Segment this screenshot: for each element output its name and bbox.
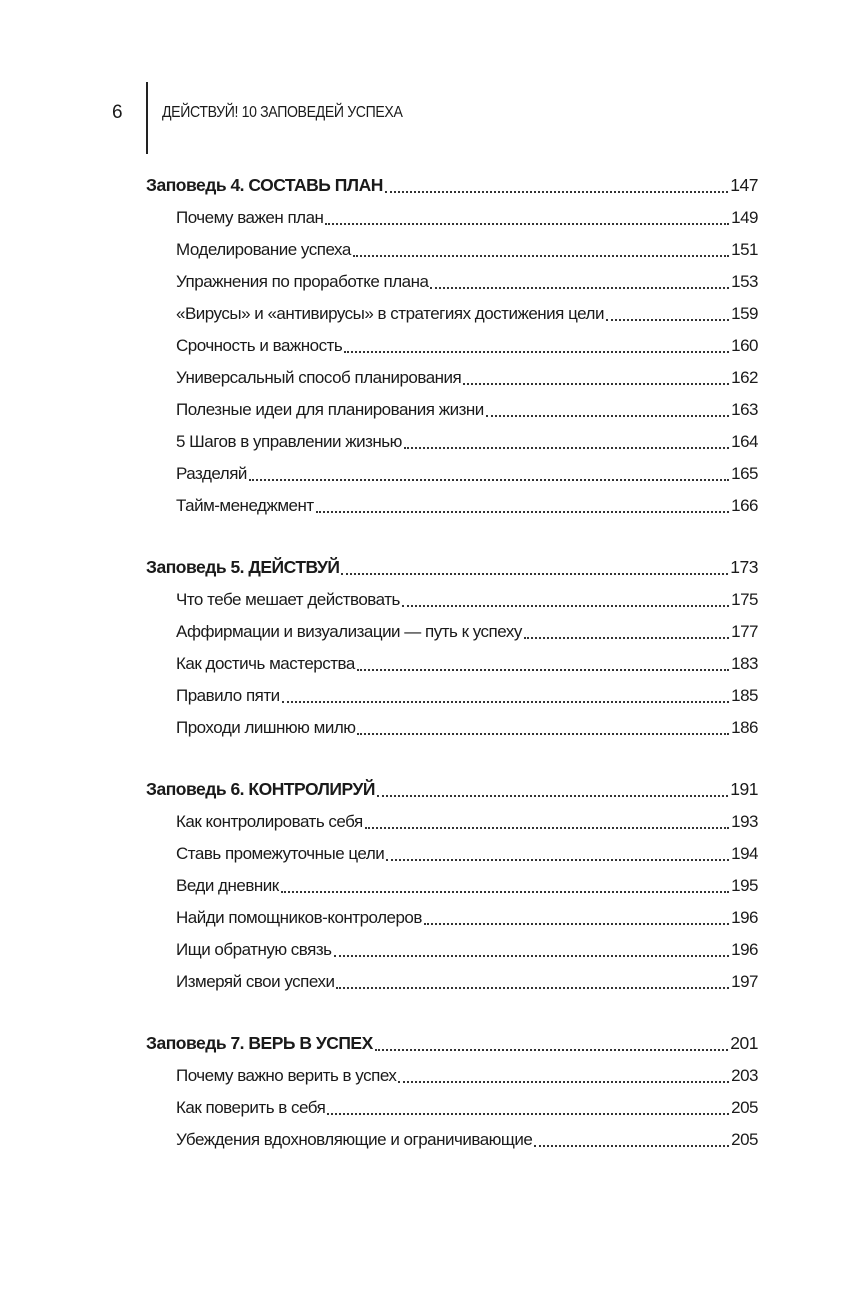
- toc-entry-page-number: 162: [731, 368, 758, 387]
- toc-entry-page-number: 196: [731, 940, 758, 959]
- toc-section: [146, 550, 758, 744]
- table-of-contents: [146, 168, 758, 1184]
- toc-entry-title: Ищи обратную связь: [176, 940, 332, 959]
- dot-leader: [424, 922, 729, 925]
- toc-entry-title: Что тебе мешает действовать: [176, 590, 400, 609]
- toc-entry[interactable]: [146, 934, 758, 966]
- toc-entry-title: Упражнения по проработке плана: [176, 272, 429, 291]
- toc-entry[interactable]: [146, 870, 758, 902]
- dot-leader: [353, 254, 729, 257]
- toc-entry-page-number: 183: [731, 654, 758, 673]
- toc-entry-page-number: 205: [731, 1098, 758, 1117]
- toc-chapter-title: Заповедь 6. КОНТРОЛИРУЙ: [146, 779, 375, 799]
- toc-entry-title: Веди дневник: [176, 876, 279, 895]
- toc-entry[interactable]: [146, 648, 758, 680]
- dot-leader: [463, 382, 729, 385]
- toc-section: [146, 168, 758, 522]
- toc-section: [146, 1026, 758, 1156]
- dot-leader: [249, 478, 729, 481]
- toc-entry-page-number: 193: [731, 812, 758, 831]
- toc-entry-page-number: 153: [731, 272, 758, 291]
- toc-chapter-page-number: 147: [730, 175, 758, 195]
- toc-entry[interactable]: [146, 362, 758, 394]
- toc-entry[interactable]: [146, 490, 758, 522]
- dot-leader: [398, 1080, 729, 1083]
- toc-entry-title: Моделирование успеха: [176, 240, 351, 259]
- toc-chapter-title: Заповедь 5. ДЕЙСТВУЙ: [146, 557, 340, 577]
- toc-entry[interactable]: [146, 266, 758, 298]
- toc-entry-page-number: 186: [731, 718, 758, 737]
- toc-entry-page-number: 149: [731, 208, 758, 227]
- toc-entry-title: Аффирмации и визуализации — путь к успеху: [176, 622, 522, 641]
- dot-leader: [282, 700, 729, 703]
- toc-entry[interactable]: [146, 202, 758, 234]
- toc-entry-title: Срочность и важность: [176, 336, 343, 355]
- toc-chapter[interactable]: [146, 772, 758, 806]
- toc-section: [146, 772, 758, 998]
- toc-entry[interactable]: [146, 1092, 758, 1124]
- toc-entry-page-number: 205: [731, 1130, 758, 1149]
- toc-entry[interactable]: [146, 838, 758, 870]
- dot-leader: [606, 318, 729, 321]
- dot-leader: [281, 890, 729, 893]
- toc-chapter[interactable]: [146, 1026, 758, 1060]
- dot-leader: [430, 286, 729, 289]
- toc-entry-title: Убеждения вдохновляющие и ограничивающие: [176, 1130, 533, 1149]
- dot-leader: [402, 604, 729, 607]
- toc-entry-title: Тайм-менеджмент: [176, 496, 314, 515]
- toc-entry-title: Проходи лишнюю милю: [176, 718, 356, 737]
- toc-entry-title: Универсальный способ планирования: [176, 368, 462, 387]
- dot-leader: [375, 1048, 729, 1051]
- dot-leader: [316, 510, 729, 513]
- dot-leader: [341, 572, 728, 575]
- dot-leader: [365, 826, 729, 829]
- toc-chapter-page-number: 173: [730, 557, 758, 577]
- dot-leader: [385, 190, 728, 193]
- toc-entry-page-number: 166: [731, 496, 758, 515]
- dot-leader: [357, 732, 729, 735]
- toc-entry[interactable]: [146, 712, 758, 744]
- toc-entry-page-number: 165: [731, 464, 758, 483]
- toc-entry-title: Найди помощников-контролеров: [176, 908, 422, 927]
- toc-chapter[interactable]: [146, 168, 758, 202]
- toc-entry-title: Ставь промежуточные цели: [176, 844, 385, 863]
- toc-entry-page-number: 196: [731, 908, 758, 927]
- dot-leader: [336, 986, 729, 989]
- toc-entry-page-number: 164: [731, 432, 758, 451]
- dot-leader: [344, 350, 729, 353]
- toc-entry[interactable]: [146, 298, 758, 330]
- dot-leader: [357, 668, 729, 671]
- dot-leader: [386, 858, 729, 861]
- dot-leader: [325, 222, 729, 225]
- toc-entry[interactable]: [146, 966, 758, 998]
- toc-entry[interactable]: [146, 902, 758, 934]
- toc-chapter-title: Заповедь 4. СОСТАВЬ ПЛАН: [146, 175, 383, 195]
- dot-leader: [377, 794, 728, 797]
- toc-entry-title: Почему важно верить в успех: [176, 1066, 397, 1085]
- dot-leader: [404, 446, 729, 449]
- dot-leader: [327, 1112, 729, 1115]
- dot-leader: [334, 954, 730, 957]
- toc-entry[interactable]: [146, 394, 758, 426]
- toc-entry-title: Правило пяти: [176, 686, 280, 705]
- toc-entry-title: «Вирусы» и «антивирусы» в стратегиях достижения цели: [176, 304, 604, 323]
- dot-leader: [486, 414, 729, 417]
- dot-leader: [534, 1144, 729, 1147]
- toc-chapter-title: Заповедь 7. ВЕРЬ В УСПЕХ: [146, 1033, 373, 1053]
- toc-entry-page-number: 177: [731, 622, 758, 641]
- toc-entry-page-number: 194: [731, 844, 758, 863]
- toc-entry-page-number: 160: [731, 336, 758, 355]
- dot-leader: [524, 636, 729, 639]
- toc-chapter-page-number: 191: [730, 779, 758, 799]
- toc-entry-page-number: 159: [731, 304, 758, 323]
- page-number: 6: [112, 102, 123, 123]
- toc-entry-title: Как поверить в себя: [176, 1098, 326, 1117]
- toc-entry-page-number: 197: [731, 972, 758, 991]
- toc-entry-page-number: 163: [731, 400, 758, 419]
- toc-entry-page-number: 185: [731, 686, 758, 705]
- toc-entry-page-number: 203: [731, 1066, 758, 1085]
- toc-entry-title: Как достичь мастерства: [176, 654, 355, 673]
- toc-entry-page-number: 195: [731, 876, 758, 895]
- toc-entry-title: Разделяй: [176, 464, 247, 483]
- toc-entry[interactable]: [146, 330, 758, 362]
- toc-entry[interactable]: [146, 680, 758, 712]
- toc-chapter-page-number: 201: [730, 1033, 758, 1053]
- toc-entry-title: Измеряй свои успехи: [176, 972, 335, 991]
- toc-entry[interactable]: [146, 1124, 758, 1156]
- toc-entry-page-number: 151: [731, 240, 758, 259]
- running-title: ДЕЙСТВУЙ! 10 ЗАПОВЕДЕЙ УСПЕХА: [162, 104, 403, 121]
- toc-entry[interactable]: [146, 584, 758, 616]
- toc-entry[interactable]: [146, 806, 758, 838]
- toc-entry-title: Почему важен план: [176, 208, 324, 227]
- header-divider: [146, 82, 148, 154]
- toc-entry[interactable]: [146, 234, 758, 266]
- page-header: [0, 0, 844, 160]
- toc-entry-title: Как контролировать себя: [176, 812, 363, 831]
- toc-entry-title: 5 Шагов в управлении жизнью: [176, 432, 402, 451]
- toc-entry[interactable]: [146, 616, 758, 648]
- toc-entry[interactable]: [146, 1060, 758, 1092]
- toc-entry[interactable]: [146, 426, 758, 458]
- toc-entry-page-number: 175: [731, 590, 758, 609]
- toc-chapter[interactable]: [146, 550, 758, 584]
- toc-entry-title: Полезные идеи для планирования жизни: [176, 400, 484, 419]
- toc-entry[interactable]: [146, 458, 758, 490]
